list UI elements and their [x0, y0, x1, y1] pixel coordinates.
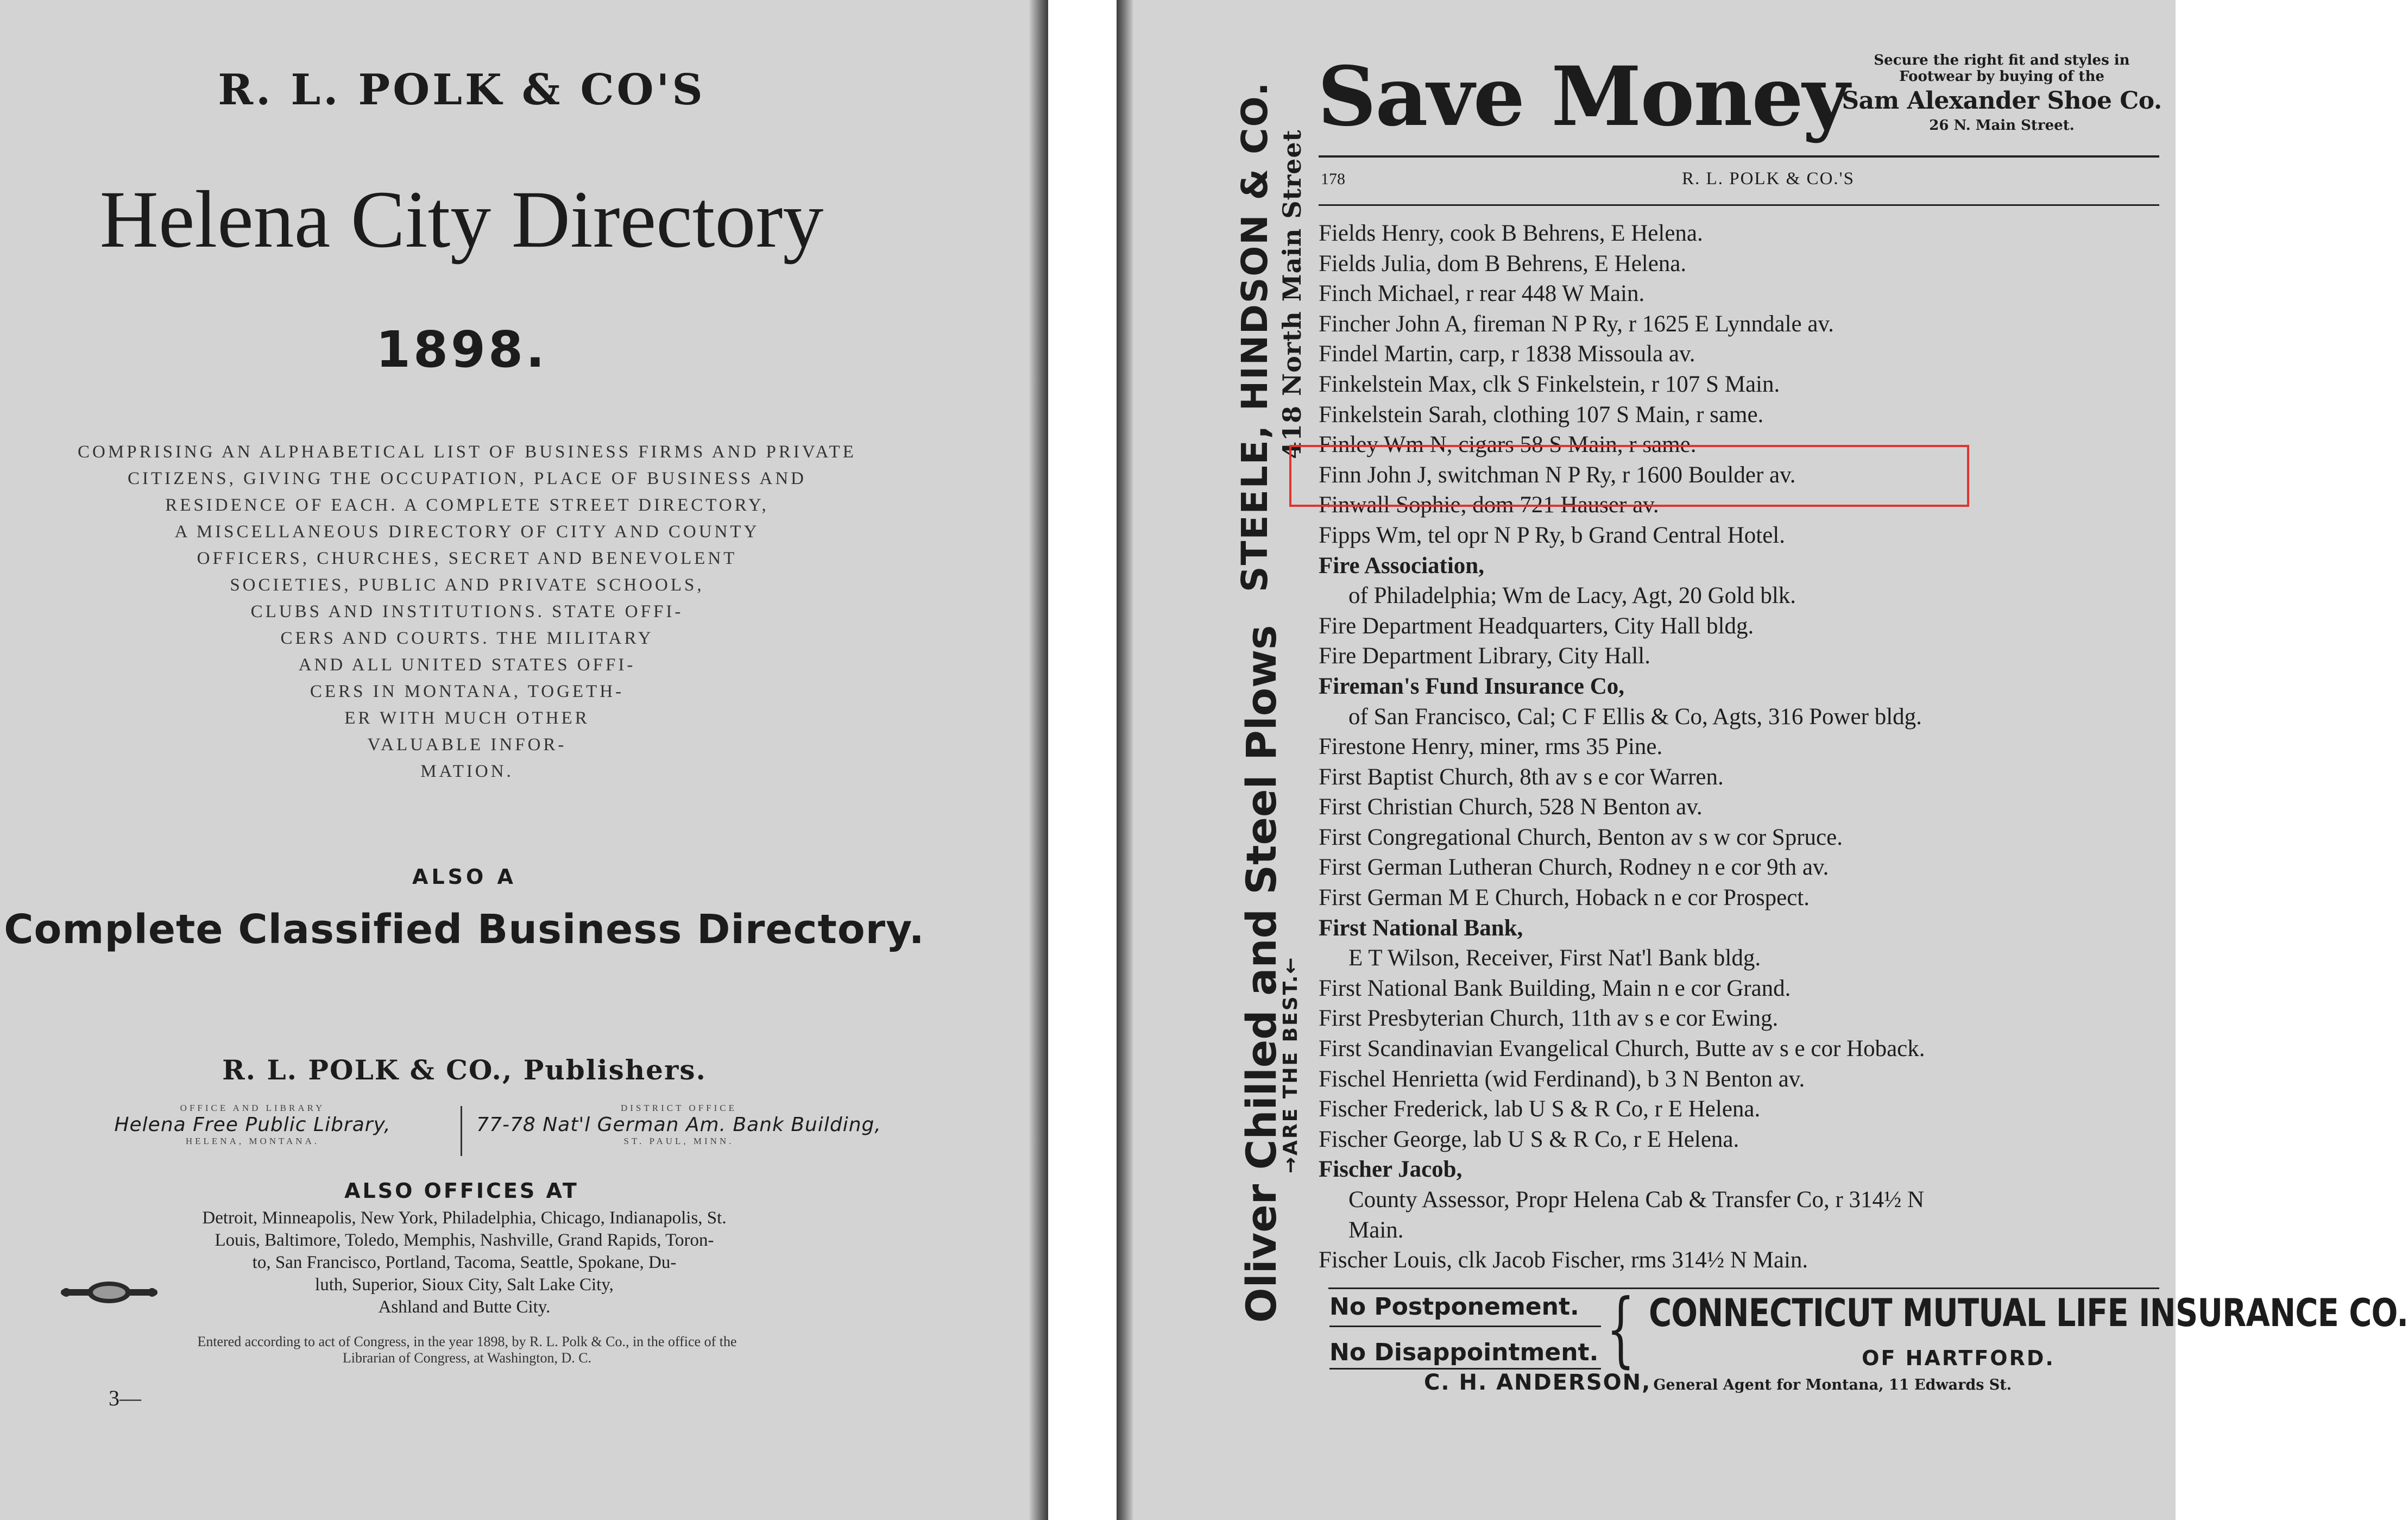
office-library-name: Helena Free Public Library, [114, 1114, 391, 1136]
directory-entry-heading: Fireman's Fund Insurance Co, [1319, 673, 1625, 699]
comprising-line: AND ALL UNITED STATES OFFI- [298, 655, 636, 675]
directory-year: 1898. [375, 321, 547, 379]
district-office-place: ST. PAUL, MINN. [623, 1136, 734, 1146]
directory-entry: First German Lutheran Church, Rodney n e cor 9th av. [1319, 855, 1829, 881]
directory-entry: First Baptist Church, 8th av s e cor Warren. [1319, 764, 1724, 790]
oliver-plows-vertical-ad: Oliver Chilled and Steel Plows [1237, 625, 1285, 1323]
shoe-ad-line: Footwear by buying of the [1899, 68, 2104, 85]
directory-entry: Fischer Louis, clk Jacob Fischer, rms 314½ N Main. [1319, 1247, 1808, 1273]
directory-entry: Fincher John A, fireman N P Ry, r 1625 E Lynndale av. [1319, 311, 1834, 337]
left-page-spine-shadow [1030, 0, 1048, 1520]
directory-entry: Fields Henry, cook B Behrens, E Helena. [1319, 221, 1703, 246]
directory-entry: County Assessor, Propr Helena Cab & Transfer Co, r 314½ N [1348, 1187, 1925, 1213]
directory-entry: First Congregational Church, Benton av s w cor Spruce. [1319, 824, 1843, 850]
directory-entry: Fields Julia, dom B Behrens, E Helena. [1319, 250, 1687, 277]
steele-hindson-vertical-ad: STEELE, HINDSON & CO. [1234, 81, 1276, 592]
cities-line: Detroit, Minneapolis, New York, Philadelphia, Chicago, Indianapolis, St. [202, 1208, 727, 1228]
directory-entry: Fischer Frederick, lab U S & R Co, r E Helena. [1319, 1096, 1761, 1122]
directory-entry: First Christian Church, 528 N Benton av. [1319, 794, 1703, 820]
directory-entry: Finn John J, switchman N P Ry, r 1600 Boulder av. [1319, 462, 1796, 488]
comprising-line: OFFICERS, CHURCHES, SECRET AND BENEVOLENT [197, 549, 737, 568]
comprising-line: CERS AND COURTS. THE MILITARY [280, 629, 654, 648]
save-money-ad-heading: Save Money [1318, 49, 1849, 145]
office-library-block [81, 1103, 424, 1147]
directory-entry: of San Francisco, Cal; C F Ellis & Co, Agts, 316 Power bldg. [1348, 704, 1922, 730]
shoe-company-address: 26 N. Main Street. [1929, 117, 2075, 134]
header-rule [1319, 204, 2159, 206]
insurance-company-name: CONNECTICUT MUTUAL LIFE INSURANCE CO. [1649, 1291, 2408, 1335]
shoe-company-ad [1842, 52, 2162, 134]
comprising-line: MATION. [420, 762, 514, 781]
directory-entry: Finwall Sophie, dom 721 Hauser av. [1319, 492, 1659, 518]
comprising-line: SOCIETIES, PUBLIC AND PRIVATE SCHOOLS, [230, 575, 704, 595]
shoe-company-name: Sam Alexander Shoe Co. [1842, 87, 2162, 115]
directory-entries [1319, 218, 2155, 1276]
cities-line: to, San Francisco, Portland, Tacoma, Seattle, Spokane, Du- [252, 1253, 677, 1272]
bottom-ad-rule [1328, 1287, 2159, 1289]
cities-line: luth, Superior, Sioux City, Salt Lake City, [315, 1275, 614, 1295]
left-page-title-page [0, 0, 1048, 1520]
directory-entry: First Presbyterian Church, 11th av s e cor Ewing. [1319, 1006, 1779, 1032]
directory-entry: Firestone Henry, miner, rms 35 Pine. [1319, 734, 1663, 760]
directory-entry-heading: Fischer Jacob, [1319, 1157, 1463, 1183]
cities-line: Ashland and Butte City. [378, 1297, 551, 1317]
comprising-line: A MISCELLANEOUS DIRECTORY OF CITY AND COUNTY [174, 522, 760, 542]
directory-entry: Fire Department Library, City Hall. [1319, 643, 1650, 669]
directory-entry: Fire Department Headquarters, City Hall bldg. [1319, 613, 1754, 639]
shoe-ad-line: Secure the right fit and styles in [1874, 52, 2130, 68]
agent-name: C. H. ANDERSON, [1424, 1370, 1651, 1395]
no-disappointment-text: No Disappointment. [1329, 1339, 1599, 1366]
comprising-line: VALUABLE INFOR- [367, 735, 567, 755]
cities-list [54, 1207, 874, 1318]
no-postponement-rule [1329, 1326, 1601, 1327]
directory-title: Helena City Directory [99, 174, 824, 265]
directory-entry: First National Bank Building, Main n e cor Grand. [1319, 975, 1791, 1001]
no-disappointment-rule [1329, 1368, 1601, 1370]
directory-entry: Findel Martin, carp, r 1838 Missoula av. [1319, 341, 1695, 367]
office-library-place: HELENA, MONTANA. [185, 1136, 320, 1146]
also-a-label: ALSO A [412, 865, 516, 889]
directory-entry: Main. [1348, 1217, 1404, 1243]
directory-entry: Fischer George, lab U S & R Co, r E Helena. [1319, 1126, 1739, 1152]
left-page-number: 3— [109, 1386, 141, 1410]
directory-entry: Finch Michael, r rear 448 W Main. [1319, 281, 1645, 307]
directory-entry: E T Wilson, Receiver, First Nat'l Bank bldg. [1348, 945, 1761, 971]
cities-line: Louis, Baltimore, Toledo, Memphis, Nashville, Grand Rapids, Toron- [215, 1230, 714, 1250]
comprising-line: RESIDENCE OF EACH. A COMPLETE STREET DIRECTORY, [165, 495, 769, 515]
office-divider [461, 1106, 462, 1156]
directory-entry: First German M E Church, Hoback n e cor Prospect. [1319, 885, 1810, 911]
also-offices-heading: ALSO OFFICES AT [344, 1179, 579, 1203]
comprising-line: CERS IN MONTANA, TOGETH- [310, 682, 625, 701]
running-head: R. L. POLK & CO.'S [1682, 169, 1855, 189]
district-office-name: 77-78 Nat'l German Am. Bank Building, [476, 1114, 881, 1136]
copyright-line: Librarian of Congress, at Washington, D. C. [342, 1350, 592, 1366]
copyright-line: Entered according to act of Congress, in the year 1898, by R. L. Polk & Co., in the office of the [197, 1334, 737, 1349]
publisher-header: R. L. POLK & CO'S [218, 65, 705, 115]
directory-entry-heading: First National Bank, [1319, 915, 1523, 941]
comprising-line: CLUBS AND INSTITUTIONS. STATE OFFI- [250, 602, 684, 621]
top-rule [1319, 155, 2159, 158]
district-office-block [472, 1103, 885, 1147]
north-main-street-vertical-ad: 418 North Main Street [1277, 129, 1307, 459]
copyright-notice [33, 1334, 902, 1366]
highlighted-entry-box [1289, 445, 1969, 507]
directory-entry: Finkelstein Max, clk S Finkelstein, r 107 S Main. [1319, 371, 1780, 397]
directory-entry: Fipps Wm, tel opr N P Ry, b Grand Central Hotel. [1319, 522, 1785, 548]
directory-entry: Fischel Henrietta (wid Ferdinand), b 3 N Benton av. [1319, 1066, 1805, 1092]
publishers-line: R. L. POLK & CO., Publishers. [222, 1054, 707, 1086]
district-office-label: DISTRICT OFFICE [620, 1103, 737, 1113]
directory-entry: Finkelstein Sarah, clothing 107 S Main, r same. [1319, 401, 1764, 428]
no-postponement-text: No Postponement. [1329, 1293, 1579, 1321]
are-the-best-vertical-ad: →ARE THE BEST.← [1279, 956, 1302, 1173]
comprising-paragraph [60, 439, 874, 785]
classified-directory-heading: Complete Classified Business Directory. [4, 906, 925, 953]
comprising-line: ER WITH MUCH OTHER [344, 708, 590, 728]
directory-entry-heading: Fire Association, [1319, 552, 1484, 579]
right-page-spine-shadow [1117, 0, 1133, 1520]
comprising-line: COMPRISING AN ALPHABETICAL LIST OF BUSINESS FIRMS AND PRIVATE [78, 442, 856, 462]
insurance-agent-line [1424, 1370, 2012, 1395]
comprising-line: CITIZENS, GIVING THE OCCUPATION, PLACE OF BUSINESS AND [128, 469, 806, 488]
insurance-company-city: OF HARTFORD. [1862, 1346, 2055, 1370]
agent-role: General Agent for Montana, 11 Edwards St. [1653, 1377, 2012, 1393]
directory-entry: Finley Wm N, cigars 58 S Main, r same. [1319, 432, 1697, 458]
directory-entry: First Scandinavian Evangelical Church, Butte av s e cor Hoback. [1319, 1036, 1925, 1062]
directory-entry: of Philadelphia; Wm de Lacy, Agt, 20 Gold blk. [1348, 583, 1796, 609]
brace-icon: { [1606, 1282, 1635, 1377]
office-library-label: OFFICE AND LIBRARY [180, 1103, 325, 1113]
right-page-number: 178 [1321, 170, 1345, 188]
publisher-emblem-icon [59, 1279, 160, 1305]
